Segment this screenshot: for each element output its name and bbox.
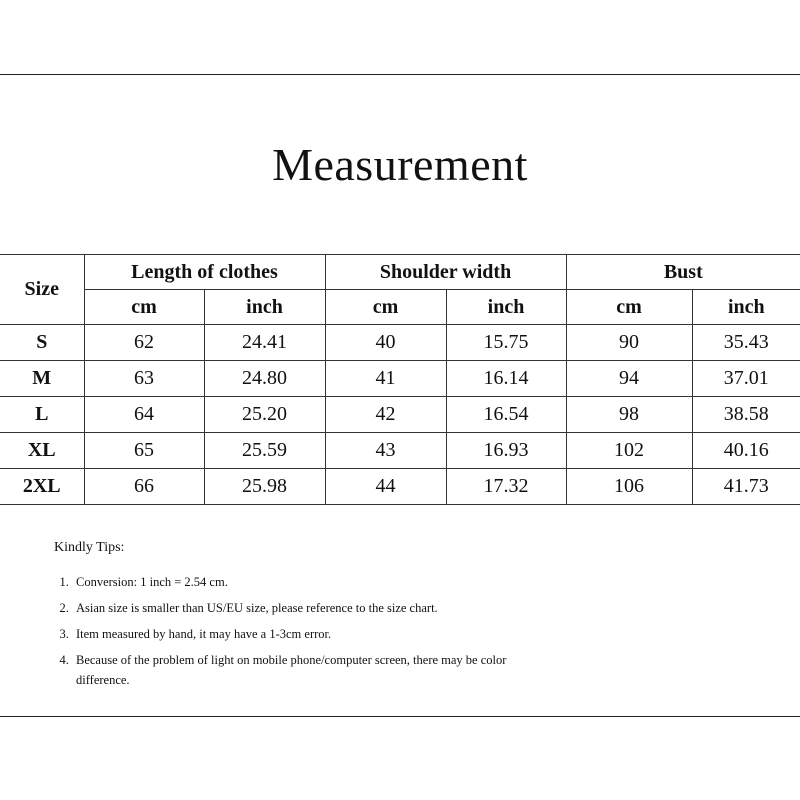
value-cell: 37.01 xyxy=(692,361,800,397)
value-cell: 94 xyxy=(566,361,692,397)
value-cell: 24.80 xyxy=(204,361,325,397)
table-row xyxy=(0,361,800,397)
tips-heading: Kindly Tips: xyxy=(54,540,125,555)
table-group-header-row xyxy=(0,255,800,290)
tip-item: 2. Asian size is smaller than US/EU size, please reference to the size chart. xyxy=(72,598,514,618)
size-cell: L xyxy=(0,397,84,433)
size-cell: XL xyxy=(0,433,84,469)
tip-item: 3. Item measured by hand, it may have a 1-3cm error. xyxy=(72,624,514,644)
group-header-length: Length of clothes xyxy=(84,255,325,290)
value-cell: 62 xyxy=(84,325,204,361)
unit-header: cm xyxy=(84,290,204,325)
group-header-shoulder: Shoulder width xyxy=(325,255,566,290)
size-cell: M xyxy=(0,361,84,397)
value-cell: 16.54 xyxy=(446,397,566,433)
unit-header: inch xyxy=(692,290,800,325)
value-cell: 43 xyxy=(325,433,446,469)
table-row xyxy=(0,325,800,361)
size-chart-table xyxy=(0,254,800,505)
value-cell: 16.93 xyxy=(446,433,566,469)
value-cell: 42 xyxy=(325,397,446,433)
value-cell: 41.73 xyxy=(692,469,800,505)
size-column-header: Size xyxy=(0,255,84,325)
value-cell: 98 xyxy=(566,397,692,433)
top-divider xyxy=(0,74,800,75)
bottom-divider xyxy=(0,716,800,717)
value-cell: 35.43 xyxy=(692,325,800,361)
tip-item: 1. Conversion: 1 inch = 2.54 cm. xyxy=(72,572,514,592)
kindly-tips xyxy=(54,540,514,696)
value-cell: 64 xyxy=(84,397,204,433)
value-cell: 66 xyxy=(84,469,204,505)
value-cell: 25.59 xyxy=(204,433,325,469)
value-cell: 90 xyxy=(566,325,692,361)
tip-item: 4. Because of the problem of light on mobile phone/computer screen, there may be color difference. xyxy=(72,650,514,690)
size-cell: S xyxy=(0,325,84,361)
value-cell: 63 xyxy=(84,361,204,397)
value-cell: 24.41 xyxy=(204,325,325,361)
value-cell: 102 xyxy=(566,433,692,469)
value-cell: 40.16 xyxy=(692,433,800,469)
unit-header: cm xyxy=(566,290,692,325)
tips-list xyxy=(54,572,514,690)
value-cell: 106 xyxy=(566,469,692,505)
value-cell: 15.75 xyxy=(446,325,566,361)
value-cell: 16.14 xyxy=(446,361,566,397)
table-row xyxy=(0,433,800,469)
value-cell: 41 xyxy=(325,361,446,397)
table-row xyxy=(0,397,800,433)
value-cell: 17.32 xyxy=(446,469,566,505)
unit-header: cm xyxy=(325,290,446,325)
size-cell: 2XL xyxy=(0,469,84,505)
table-unit-header-row xyxy=(0,290,800,325)
table-row xyxy=(0,469,800,505)
value-cell: 65 xyxy=(84,433,204,469)
unit-header: inch xyxy=(446,290,566,325)
group-header-bust: Bust xyxy=(566,255,800,290)
value-cell: 40 xyxy=(325,325,446,361)
value-cell: 44 xyxy=(325,469,446,505)
value-cell: 25.98 xyxy=(204,469,325,505)
unit-header: inch xyxy=(204,290,325,325)
value-cell: 25.20 xyxy=(204,397,325,433)
value-cell: 38.58 xyxy=(692,397,800,433)
page-title: Measurement xyxy=(272,139,528,190)
